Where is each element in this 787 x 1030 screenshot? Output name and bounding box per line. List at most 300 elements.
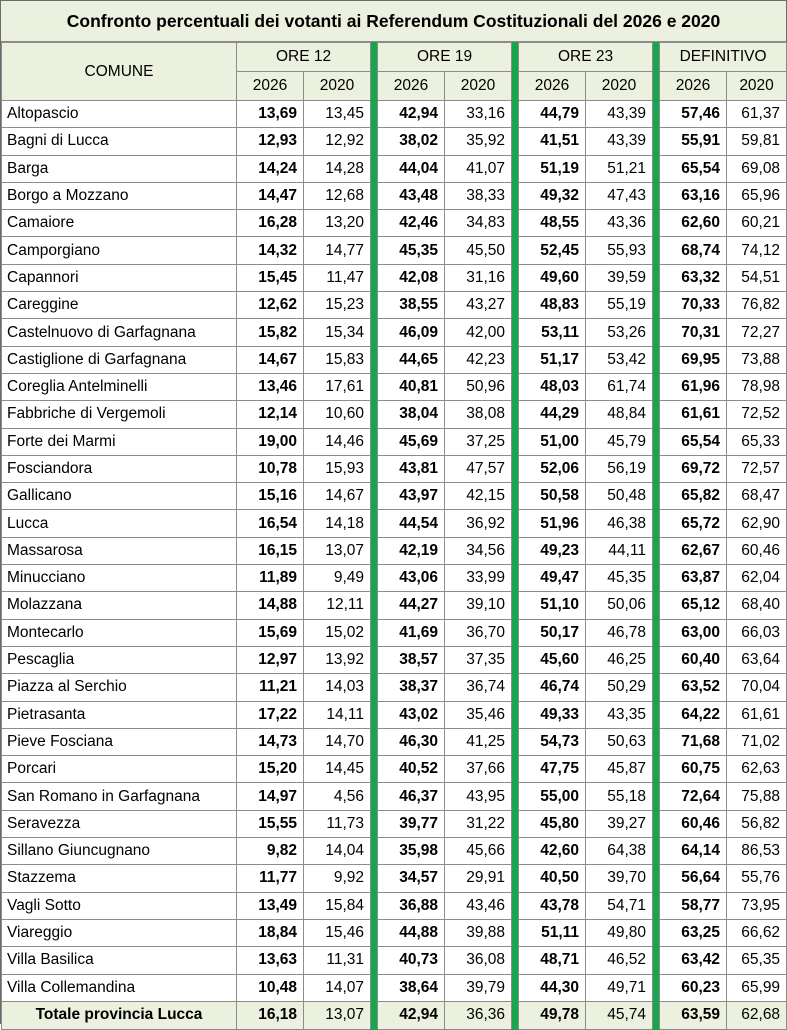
total-row — [2, 1001, 787, 1029]
table-row — [2, 292, 787, 319]
comune-name: Porcari — [2, 756, 237, 783]
comune-name: Viareggio — [2, 919, 237, 946]
value-2026: 11,89 — [237, 565, 304, 592]
value-2020: 17,61 — [304, 373, 371, 400]
value-2020: 49,80 — [586, 919, 653, 946]
value-2026: 15,16 — [237, 483, 304, 510]
value-2026: 58,77 — [660, 892, 727, 919]
value-2020: 41,07 — [445, 155, 512, 182]
value-2026: 36,88 — [378, 892, 445, 919]
total-label: Totale provincia Lucca — [2, 1001, 237, 1029]
value-2020: 68,40 — [727, 592, 787, 619]
value-2020: 13,92 — [304, 646, 371, 673]
value-2020: 45,35 — [586, 565, 653, 592]
value-2026: 12,62 — [237, 292, 304, 319]
value-2026: 60,40 — [660, 646, 727, 673]
comune-header: COMUNE — [2, 43, 237, 101]
value-2020: 72,57 — [727, 455, 787, 482]
value-2026: 52,45 — [519, 237, 586, 264]
comune-name: Coreglia Antelminelli — [2, 373, 237, 400]
comune-name: San Romano in Garfagnana — [2, 783, 237, 810]
value-2020: 15,46 — [304, 919, 371, 946]
group-header-ore-12: ORE 12 — [237, 43, 371, 72]
value-2026: 40,52 — [378, 756, 445, 783]
value-2020: 15,23 — [304, 292, 371, 319]
value-2020: 55,76 — [727, 865, 787, 892]
value-2020: 43,95 — [445, 783, 512, 810]
table-row — [2, 592, 787, 619]
value-2020: 44,11 — [586, 537, 653, 564]
value-2020: 35,92 — [445, 128, 512, 155]
table-row — [2, 756, 787, 783]
value-2026: 41,51 — [519, 128, 586, 155]
value-2026: 43,48 — [378, 182, 445, 209]
value-2020: 12,11 — [304, 592, 371, 619]
value-2020: 73,95 — [727, 892, 787, 919]
year-header-2026: 2026 — [237, 72, 304, 101]
comune-name: Borgo a Mozzano — [2, 182, 237, 209]
value-2026: 10,78 — [237, 455, 304, 482]
table-row — [2, 510, 787, 537]
value-2020: 74,12 — [727, 237, 787, 264]
value-2026: 44,29 — [519, 401, 586, 428]
value-2026: 38,57 — [378, 646, 445, 673]
value-2026: 42,08 — [378, 264, 445, 291]
table-row — [2, 892, 787, 919]
table-row — [2, 565, 787, 592]
value-2026: 49,23 — [519, 537, 586, 564]
value-2020: 13,07 — [304, 1001, 371, 1029]
value-2026: 45,60 — [519, 646, 586, 673]
comune-name: Fabbriche di Vergemoli — [2, 401, 237, 428]
comune-name: Vagli Sotto — [2, 892, 237, 919]
comune-name: Altopascio — [2, 101, 237, 128]
value-2020: 42,23 — [445, 346, 512, 373]
value-2020: 72,52 — [727, 401, 787, 428]
value-2026: 45,35 — [378, 237, 445, 264]
table-header — [2, 43, 787, 101]
value-2026: 63,32 — [660, 264, 727, 291]
value-2020: 39,27 — [586, 810, 653, 837]
comune-name: Camporgiano — [2, 237, 237, 264]
value-2020: 15,02 — [304, 619, 371, 646]
table-row — [2, 128, 787, 155]
value-2020: 9,49 — [304, 565, 371, 592]
value-2026: 14,47 — [237, 182, 304, 209]
value-2020: 47,57 — [445, 455, 512, 482]
page-title: Confronto percentuali dei votanti ai Referendum Costituzionali del 2026 e 2020 — [1, 1, 786, 42]
comune-name: Gallicano — [2, 483, 237, 510]
value-2026: 70,33 — [660, 292, 727, 319]
value-2026: 47,75 — [519, 756, 586, 783]
table-row — [2, 646, 787, 673]
value-2026: 49,78 — [519, 1001, 586, 1029]
value-2020: 76,82 — [727, 292, 787, 319]
table-row — [2, 701, 787, 728]
value-2020: 13,20 — [304, 210, 371, 237]
value-2020: 45,79 — [586, 428, 653, 455]
value-2020: 65,33 — [727, 428, 787, 455]
group-separator — [512, 101, 519, 1030]
value-2026: 16,15 — [237, 537, 304, 564]
table-row — [2, 728, 787, 755]
value-2020: 54,51 — [727, 264, 787, 291]
value-2026: 63,16 — [660, 182, 727, 209]
value-2026: 56,64 — [660, 865, 727, 892]
value-2026: 14,24 — [237, 155, 304, 182]
comune-name: Camaiore — [2, 210, 237, 237]
year-header-2026: 2026 — [519, 72, 586, 101]
value-2026: 64,22 — [660, 701, 727, 728]
value-2020: 13,45 — [304, 101, 371, 128]
value-2020: 43,35 — [586, 701, 653, 728]
table-row — [2, 428, 787, 455]
value-2026: 38,02 — [378, 128, 445, 155]
value-2026: 51,00 — [519, 428, 586, 455]
value-2020: 42,00 — [445, 319, 512, 346]
value-2026: 42,19 — [378, 537, 445, 564]
table-row — [2, 101, 787, 128]
value-2026: 45,69 — [378, 428, 445, 455]
table-row — [2, 155, 787, 182]
value-2026: 50,17 — [519, 619, 586, 646]
value-2020: 14,11 — [304, 701, 371, 728]
value-2020: 33,16 — [445, 101, 512, 128]
group-separator — [512, 43, 519, 101]
year-header-2020: 2020 — [445, 72, 512, 101]
value-2020: 15,34 — [304, 319, 371, 346]
value-2026: 43,97 — [378, 483, 445, 510]
table-row — [2, 373, 787, 400]
value-2020: 78,98 — [727, 373, 787, 400]
value-2020: 64,38 — [586, 838, 653, 865]
comune-name: Minucciano — [2, 565, 237, 592]
comune-name: Piazza al Serchio — [2, 674, 237, 701]
value-2020: 45,50 — [445, 237, 512, 264]
value-2020: 49,71 — [586, 974, 653, 1001]
value-2020: 56,82 — [727, 810, 787, 837]
value-2020: 48,84 — [586, 401, 653, 428]
value-2020: 59,81 — [727, 128, 787, 155]
value-2020: 29,91 — [445, 865, 512, 892]
value-2026: 14,73 — [237, 728, 304, 755]
value-2026: 62,60 — [660, 210, 727, 237]
value-2020: 14,18 — [304, 510, 371, 537]
value-2026: 50,58 — [519, 483, 586, 510]
value-2020: 46,52 — [586, 947, 653, 974]
value-2020: 38,08 — [445, 401, 512, 428]
value-2020: 37,35 — [445, 646, 512, 673]
value-2020: 15,84 — [304, 892, 371, 919]
table-row — [2, 237, 787, 264]
comune-name: Stazzema — [2, 865, 237, 892]
comune-name: Villa Collemandina — [2, 974, 237, 1001]
value-2026: 65,54 — [660, 155, 727, 182]
value-2020: 55,19 — [586, 292, 653, 319]
value-2020: 46,78 — [586, 619, 653, 646]
value-2026: 55,00 — [519, 783, 586, 810]
year-header-2026: 2026 — [660, 72, 727, 101]
value-2026: 46,09 — [378, 319, 445, 346]
value-2026: 15,82 — [237, 319, 304, 346]
value-2020: 86,53 — [727, 838, 787, 865]
group-separator — [371, 43, 378, 101]
value-2026: 63,42 — [660, 947, 727, 974]
value-2020: 60,46 — [727, 537, 787, 564]
table-row — [2, 401, 787, 428]
value-2020: 43,39 — [586, 101, 653, 128]
value-2026: 38,64 — [378, 974, 445, 1001]
value-2026: 13,49 — [237, 892, 304, 919]
comune-name: Bagni di Lucca — [2, 128, 237, 155]
value-2026: 39,77 — [378, 810, 445, 837]
value-2020: 50,63 — [586, 728, 653, 755]
value-2020: 47,43 — [586, 182, 653, 209]
value-2026: 40,81 — [378, 373, 445, 400]
value-2026: 69,72 — [660, 455, 727, 482]
group-header-definitivo: DEFINITIVO — [660, 43, 787, 72]
value-2020: 39,10 — [445, 592, 512, 619]
group-separator — [653, 101, 660, 1030]
value-2020: 50,06 — [586, 592, 653, 619]
value-2020: 46,38 — [586, 510, 653, 537]
value-2020: 54,71 — [586, 892, 653, 919]
value-2026: 65,72 — [660, 510, 727, 537]
value-2020: 14,03 — [304, 674, 371, 701]
comune-name: Careggine — [2, 292, 237, 319]
value-2020: 37,66 — [445, 756, 512, 783]
value-2026: 38,55 — [378, 292, 445, 319]
comune-name: Pescaglia — [2, 646, 237, 673]
value-2026: 49,33 — [519, 701, 586, 728]
value-2020: 11,47 — [304, 264, 371, 291]
value-2026: 40,50 — [519, 865, 586, 892]
value-2026: 17,22 — [237, 701, 304, 728]
value-2026: 48,71 — [519, 947, 586, 974]
value-2020: 39,79 — [445, 974, 512, 1001]
value-2020: 31,16 — [445, 264, 512, 291]
value-2020: 34,83 — [445, 210, 512, 237]
value-2026: 65,82 — [660, 483, 727, 510]
value-2020: 39,88 — [445, 919, 512, 946]
value-2020: 36,70 — [445, 619, 512, 646]
value-2026: 16,18 — [237, 1001, 304, 1029]
value-2026: 42,94 — [378, 101, 445, 128]
comune-name: Sillano Giuncugnano — [2, 838, 237, 865]
value-2020: 71,02 — [727, 728, 787, 755]
value-2020: 42,15 — [445, 483, 512, 510]
comune-name: Barga — [2, 155, 237, 182]
table-row — [2, 783, 787, 810]
value-2020: 61,61 — [727, 701, 787, 728]
value-2026: 12,93 — [237, 128, 304, 155]
value-2026: 43,81 — [378, 455, 445, 482]
value-2020: 14,77 — [304, 237, 371, 264]
value-2026: 71,68 — [660, 728, 727, 755]
value-2026: 42,94 — [378, 1001, 445, 1029]
value-2026: 11,21 — [237, 674, 304, 701]
value-2026: 44,27 — [378, 592, 445, 619]
value-2020: 45,66 — [445, 838, 512, 865]
table-row — [2, 264, 787, 291]
value-2026: 40,73 — [378, 947, 445, 974]
value-2020: 13,07 — [304, 537, 371, 564]
value-2020: 51,21 — [586, 155, 653, 182]
value-2020: 46,25 — [586, 646, 653, 673]
value-2026: 49,32 — [519, 182, 586, 209]
table-row — [2, 674, 787, 701]
value-2026: 38,37 — [378, 674, 445, 701]
value-2020: 63,64 — [727, 646, 787, 673]
value-2020: 60,21 — [727, 210, 787, 237]
value-2026: 44,88 — [378, 919, 445, 946]
table-row — [2, 865, 787, 892]
value-2026: 68,74 — [660, 237, 727, 264]
table-row — [2, 319, 787, 346]
value-2020: 66,03 — [727, 619, 787, 646]
value-2026: 48,55 — [519, 210, 586, 237]
comune-name: Castelnuovo di Garfagnana — [2, 319, 237, 346]
value-2026: 51,96 — [519, 510, 586, 537]
value-2020: 14,45 — [304, 756, 371, 783]
value-2020: 14,28 — [304, 155, 371, 182]
value-2020: 45,74 — [586, 1001, 653, 1029]
value-2026: 63,87 — [660, 565, 727, 592]
table-row — [2, 210, 787, 237]
group-header-ore-19: ORE 19 — [378, 43, 512, 72]
comune-name: Pieve Fosciana — [2, 728, 237, 755]
value-2020: 68,47 — [727, 483, 787, 510]
value-2026: 38,04 — [378, 401, 445, 428]
comune-name: Forte dei Marmi — [2, 428, 237, 455]
table-row — [2, 919, 787, 946]
value-2020: 66,62 — [727, 919, 787, 946]
value-2026: 63,00 — [660, 619, 727, 646]
table-row — [2, 455, 787, 482]
value-2026: 13,69 — [237, 101, 304, 128]
value-2020: 4,56 — [304, 783, 371, 810]
value-2026: 45,80 — [519, 810, 586, 837]
value-2026: 48,83 — [519, 292, 586, 319]
value-2026: 11,77 — [237, 865, 304, 892]
comune-name: Lucca — [2, 510, 237, 537]
value-2020: 62,04 — [727, 565, 787, 592]
value-2020: 73,88 — [727, 346, 787, 373]
value-2020: 75,88 — [727, 783, 787, 810]
year-header-2026: 2026 — [378, 72, 445, 101]
value-2020: 56,19 — [586, 455, 653, 482]
value-2026: 12,14 — [237, 401, 304, 428]
table-row — [2, 483, 787, 510]
value-2026: 35,98 — [378, 838, 445, 865]
value-2020: 11,73 — [304, 810, 371, 837]
value-2020: 69,08 — [727, 155, 787, 182]
value-2026: 15,69 — [237, 619, 304, 646]
value-2026: 15,45 — [237, 264, 304, 291]
value-2020: 14,07 — [304, 974, 371, 1001]
value-2020: 12,92 — [304, 128, 371, 155]
value-2026: 63,52 — [660, 674, 727, 701]
value-2026: 72,64 — [660, 783, 727, 810]
comune-name: Seravezza — [2, 810, 237, 837]
value-2026: 63,25 — [660, 919, 727, 946]
value-2026: 10,48 — [237, 974, 304, 1001]
year-header-2020: 2020 — [586, 72, 653, 101]
comune-name: Pietrasanta — [2, 701, 237, 728]
value-2026: 65,54 — [660, 428, 727, 455]
value-2026: 42,46 — [378, 210, 445, 237]
value-2026: 14,67 — [237, 346, 304, 373]
value-2020: 43,46 — [445, 892, 512, 919]
table-row — [2, 346, 787, 373]
value-2020: 62,68 — [727, 1001, 787, 1029]
value-2026: 48,03 — [519, 373, 586, 400]
value-2026: 44,79 — [519, 101, 586, 128]
value-2026: 44,04 — [378, 155, 445, 182]
table-row — [2, 974, 787, 1001]
value-2026: 54,73 — [519, 728, 586, 755]
value-2020: 61,37 — [727, 101, 787, 128]
value-2020: 65,96 — [727, 182, 787, 209]
value-2020: 65,35 — [727, 947, 787, 974]
value-2020: 14,04 — [304, 838, 371, 865]
comune-name: Villa Basilica — [2, 947, 237, 974]
value-2026: 57,46 — [660, 101, 727, 128]
group-separator — [653, 43, 660, 101]
table-row — [2, 810, 787, 837]
value-2026: 14,32 — [237, 237, 304, 264]
value-2026: 52,06 — [519, 455, 586, 482]
value-2020: 33,99 — [445, 565, 512, 592]
value-2026: 55,91 — [660, 128, 727, 155]
value-2026: 60,75 — [660, 756, 727, 783]
value-2026: 19,00 — [237, 428, 304, 455]
value-2020: 35,46 — [445, 701, 512, 728]
value-2026: 46,30 — [378, 728, 445, 755]
value-2026: 51,17 — [519, 346, 586, 373]
value-2026: 51,19 — [519, 155, 586, 182]
value-2020: 53,26 — [586, 319, 653, 346]
value-2020: 39,59 — [586, 264, 653, 291]
table-row — [2, 838, 787, 865]
value-2020: 43,36 — [586, 210, 653, 237]
value-2020: 38,33 — [445, 182, 512, 209]
comune-name: Molazzana — [2, 592, 237, 619]
value-2026: 9,82 — [237, 838, 304, 865]
value-2020: 11,31 — [304, 947, 371, 974]
comune-name: Fosciandora — [2, 455, 237, 482]
value-2026: 62,67 — [660, 537, 727, 564]
value-2026: 12,97 — [237, 646, 304, 673]
value-2026: 15,20 — [237, 756, 304, 783]
value-2020: 15,83 — [304, 346, 371, 373]
value-2020: 36,08 — [445, 947, 512, 974]
table-body — [2, 101, 787, 1030]
table-row — [2, 619, 787, 646]
value-2026: 42,60 — [519, 838, 586, 865]
value-2020: 50,29 — [586, 674, 653, 701]
value-2026: 53,11 — [519, 319, 586, 346]
value-2020: 65,99 — [727, 974, 787, 1001]
value-2020: 36,36 — [445, 1001, 512, 1029]
value-2020: 43,39 — [586, 128, 653, 155]
value-2026: 60,46 — [660, 810, 727, 837]
value-2026: 14,97 — [237, 783, 304, 810]
value-2026: 46,74 — [519, 674, 586, 701]
year-header-2020: 2020 — [304, 72, 371, 101]
value-2026: 44,30 — [519, 974, 586, 1001]
value-2026: 60,23 — [660, 974, 727, 1001]
